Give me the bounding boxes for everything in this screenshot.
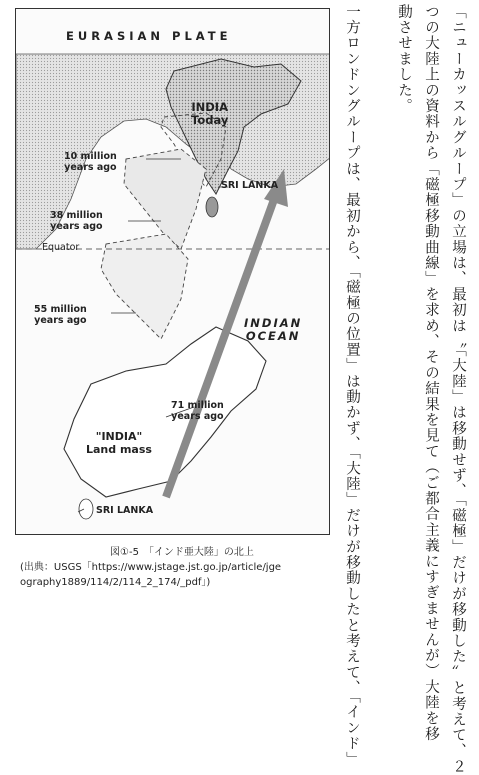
sri-lanka-bottom-shape: [79, 499, 93, 519]
label-38-million: 38 million years ago: [50, 210, 103, 232]
plate-title: EURASIAN PLATE: [66, 29, 232, 43]
india-land-mass-label: "INDIA" Land mass: [86, 430, 152, 456]
body-text-column-4: 一方ロンドングループは、最初から、「磁極の位置」は動かず、「大陸」だけが移動したと考えて、「インド」: [344, 4, 360, 768]
figure-caption: [20, 545, 281, 590]
label-71-million: 71 million years ago: [171, 400, 224, 422]
india-today-label: INDIA Today: [191, 100, 229, 128]
india-land-mass-shape: [64, 327, 266, 497]
sri-lanka-shape: [206, 197, 218, 217]
equator-label: Equator: [42, 242, 80, 253]
caption-source-line-1: (出典：USGS「https://www.jstage.jst.go.jp/article/jge: [20, 562, 282, 573]
sri-lanka-bottom-label: SRI LANKA: [96, 505, 154, 516]
position-55my: [101, 234, 188, 339]
caption-source-line-2: ography1889/114/2/114_2_174/_pdf」): [20, 577, 211, 588]
body-text-column-2: つの大陸上の資料から「磁極移動曲線」を求め、その結果を見て（ご都合主義にすぎませんが）大陸を移: [423, 4, 439, 742]
map-graphic: [16, 9, 330, 535]
indian-ocean-label: INDIAN OCEAN: [244, 316, 303, 344]
india-drift-map: [15, 8, 330, 535]
sri-lanka-top-label: SRI LANKA: [221, 180, 279, 191]
label-10-million: 10 million years ago: [64, 151, 117, 173]
label-55-million: 55 million years ago: [34, 304, 87, 326]
body-text-column-1: 「ニューカッスルグループ」の立場は、最初は〝「大陸」は移動せず、「磁極」だけが移動した〟と考えて、２: [450, 4, 466, 775]
caption-title: 図①-5 「インド亜大陸」の北上: [110, 547, 254, 558]
body-text-column-3: 動させました。: [396, 4, 412, 114]
